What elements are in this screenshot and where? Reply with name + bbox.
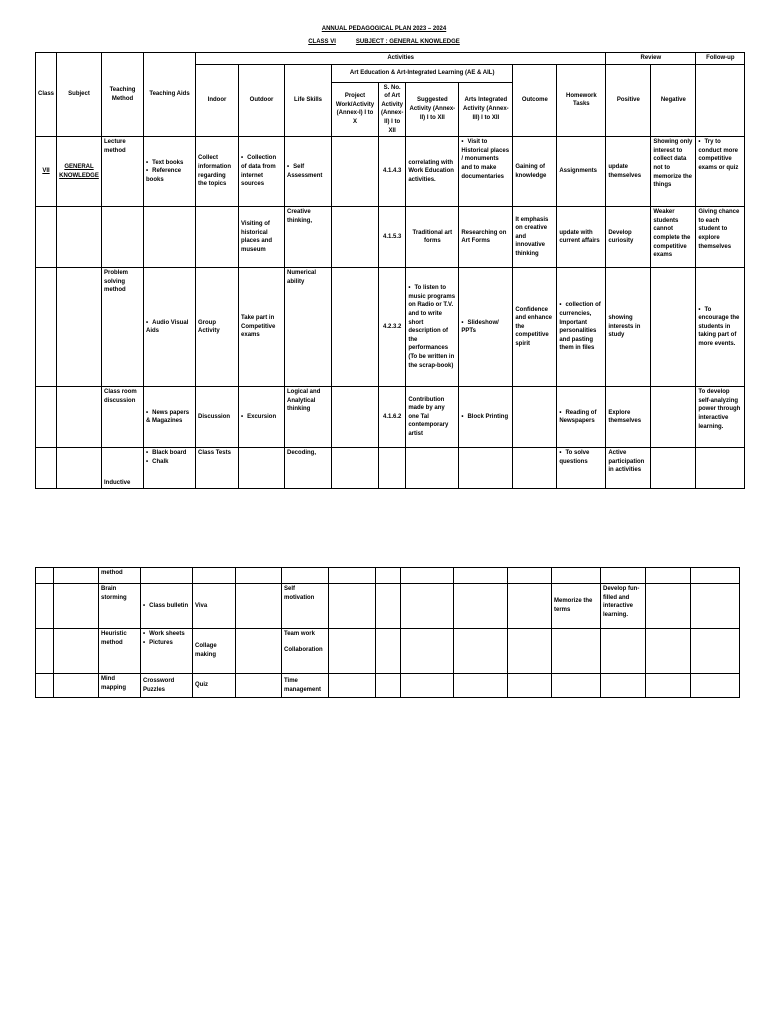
cell-aids — [144, 387, 196, 448]
homework-item: • collection of currencies, Important personalities and pasting them in files — [559, 301, 603, 353]
cell-sno — [379, 448, 406, 489]
cell-negative — [651, 387, 696, 448]
aid-item: • Audio Visual Aids — [146, 319, 193, 336]
cell-class: VII — [36, 137, 57, 207]
cell-outcome: It emphasis on creative and innovative thinking — [513, 207, 557, 268]
cell-followup: To develop self-analyzing power through interactive learning. — [696, 387, 745, 448]
cell-sno: 4.1.4.3 — [379, 137, 406, 207]
cell-project — [332, 137, 379, 207]
table-row — [36, 568, 740, 584]
header-outcome: Outcome — [513, 64, 557, 137]
cell-outdoor — [239, 387, 285, 448]
cell-homework: update with current affairs — [557, 207, 606, 268]
cell-suggested: Traditional art forms — [406, 207, 459, 268]
cell-method: Mind mapping — [99, 674, 141, 698]
cell-class — [36, 268, 57, 387]
cell-positive: Develop curiosity — [606, 207, 651, 268]
header-life-skills: Life Skills — [285, 64, 332, 137]
header-teaching-aids: Teaching Aids — [144, 53, 196, 137]
cell-negative: Showing only interest to collect data not to memorize the things — [651, 137, 696, 207]
cell-class — [36, 207, 57, 268]
table-row — [36, 268, 745, 387]
cell-outdoor: Take part in Competitive exams — [239, 268, 285, 387]
header-negative: Negative — [651, 64, 696, 137]
header-teaching-method: Teaching Method — [102, 53, 144, 137]
cell-negative: Weaker students cannot complete the competitive exams — [651, 207, 696, 268]
cell-subject — [57, 268, 102, 387]
table-row — [36, 137, 745, 207]
cell-class — [36, 387, 57, 448]
cell-arts: Researching on Art Forms — [459, 207, 513, 268]
header-followup: Follow-up — [696, 53, 745, 65]
cell-life-skills: Numerical ability — [285, 268, 332, 387]
cell-aids — [144, 137, 196, 207]
cell-class — [36, 448, 57, 489]
table-row — [36, 629, 740, 674]
subject-label: SUBJECT : GENERAL KNOWLEDGE — [355, 39, 460, 45]
header-followup-blank — [696, 64, 745, 137]
cell-outcome: Gaining of knowledge — [513, 137, 557, 207]
aid-item: • Black board — [146, 449, 193, 458]
cell-followup — [696, 268, 745, 387]
cell-life-skills: Creative thinking, — [285, 207, 332, 268]
page-title: ANNUAL PEDAGOGICAL PLAN 2023 – 2024 — [321, 26, 447, 32]
cell-method: Problem solving method — [102, 268, 144, 387]
cell-subject — [57, 387, 102, 448]
cell-project — [332, 448, 379, 489]
cell-aids: Crossword Puzzles — [141, 674, 193, 698]
life-skill-item: • Self Assessment — [287, 163, 329, 180]
cell-indoor: Discussion — [196, 387, 239, 448]
header-outdoor: Outdoor — [239, 64, 285, 137]
plan-table-page1 — [35, 52, 745, 489]
cell-outdoor — [239, 448, 285, 489]
cell-indoor: Collage making — [193, 629, 236, 674]
cell-aids — [141, 629, 193, 674]
cell-method: Lecture method — [102, 137, 144, 207]
cell-aids — [144, 207, 196, 268]
cell-suggested — [406, 268, 459, 387]
header-project: Project Work/Activity (Annex-I) I to X — [332, 82, 379, 137]
cell-arts — [459, 387, 513, 448]
cell-followup: Giving chance to each student to explore themselves — [696, 207, 745, 268]
table-row — [36, 674, 740, 698]
cell-homework — [557, 387, 606, 448]
cell-method: Heuristic method — [99, 629, 141, 674]
cell-negative — [651, 448, 696, 489]
header-indoor: Indoor — [196, 64, 239, 137]
life-skill-item: Team work — [284, 631, 315, 637]
aid-item: • Reference books — [146, 167, 193, 184]
cell-followup — [696, 137, 745, 207]
table-row — [36, 584, 740, 629]
cell-project — [332, 207, 379, 268]
followup-item: • Try to conduct more competitive exams or quiz — [698, 138, 742, 172]
cell-suggested: Contribution made by any one Tal contemporary artist — [406, 387, 459, 448]
cell-life-skills — [282, 629, 329, 674]
cell-sno: 4.2.3.2 — [379, 268, 406, 387]
cell-indoor: Group Activity — [196, 268, 239, 387]
life-skill-item: Collaboration — [284, 646, 323, 653]
cell-aids — [141, 584, 193, 629]
cell-life-skills: Self motivation — [282, 584, 329, 629]
cell-suggested: correlating with Work Education activities. — [406, 137, 459, 207]
class-label: CLASS VI — [308, 39, 336, 45]
cell-arts — [459, 137, 513, 207]
header-sno: S. No. of Art Activity (Annex-II) I to XII — [379, 82, 406, 137]
header-class: Class — [36, 53, 57, 137]
cell-arts — [459, 448, 513, 489]
cell-homework: Memorize the terms — [552, 584, 601, 629]
cell-indoor: Collect information regarding the topics — [196, 137, 239, 207]
cell-positive: showing interests in study — [606, 268, 651, 387]
cell-life-skills: Decoding, — [285, 448, 332, 489]
header-homework: Homework Tasks — [557, 64, 606, 137]
cell-followup — [696, 448, 745, 489]
cell-outcome — [513, 448, 557, 489]
cell-sno: 4.1.5.3 — [379, 207, 406, 268]
followup-item: • To encourage the students in taking part of more events. — [698, 306, 742, 349]
cell-life-skills: Time management — [282, 674, 329, 698]
cell-project — [332, 387, 379, 448]
header-review: Review — [606, 53, 696, 65]
cell-subject: GENERAL KNOWLEDGE — [57, 137, 102, 207]
outdoor-item: • Collection of data from internet sources — [241, 154, 282, 188]
table-row — [36, 387, 745, 448]
cell-project — [332, 268, 379, 387]
cell-homework — [557, 268, 606, 387]
aid-item: • News papers & Magazines — [146, 409, 193, 426]
aid-item: • Text books — [146, 159, 193, 168]
cell-subject — [57, 448, 102, 489]
cell-indoor — [196, 207, 239, 268]
cell-outcome — [513, 387, 557, 448]
cell-method: Class room discussion — [102, 387, 144, 448]
homework-item: • Reading of Newspapers — [559, 409, 603, 426]
table-row — [36, 207, 745, 268]
cell-sno: 4.1.6.2 — [379, 387, 406, 448]
cell-aids — [144, 448, 196, 489]
aid-item: • Pictures — [143, 639, 190, 648]
header-row-1 — [36, 53, 745, 65]
cell-positive: Explore themselves — [606, 387, 651, 448]
outdoor-item: • Excursion — [241, 413, 282, 422]
cell-suggested — [406, 448, 459, 489]
cell-homework: Assignments — [557, 137, 606, 207]
header-arts-integrated: Arts Integrated Activity (Annex-III) I to XII — [459, 82, 513, 137]
arts-item: • Visit to Historical places / monuments and to make documentaries — [461, 138, 510, 181]
cell-indoor: Class Tests — [196, 448, 239, 489]
cell-arts — [459, 268, 513, 387]
cell-negative — [651, 268, 696, 387]
cell-method: Inductive — [102, 448, 144, 489]
cell-method — [102, 207, 144, 268]
cell-life-skills: Logical and Analytical thinking — [285, 387, 332, 448]
cell-subject — [57, 207, 102, 268]
cell-positive: Develop fun-filled and interactive learning. — [601, 584, 646, 629]
homework-item: • To solve questions — [559, 449, 603, 466]
aid-item: • Chalk — [146, 458, 193, 467]
header-positive: Positive — [606, 64, 651, 137]
cell-life-skills — [285, 137, 332, 207]
cell-method: method — [99, 568, 141, 584]
suggested-item: • To listen to music programs on Radio or T.V. and to write short description of the performances (To be written in the scrap-book) — [408, 284, 456, 370]
table-row — [36, 448, 745, 489]
arts-item: • Slideshow/ PPTs — [461, 319, 510, 336]
header-suggested: Suggested Activity (Annex-II) I to XII — [406, 82, 459, 137]
plan-table-page2 — [35, 567, 740, 698]
cell-positive: update themselves — [606, 137, 651, 207]
cell-indoor: Quiz — [193, 674, 236, 698]
header-subject: Subject — [57, 53, 102, 137]
class-subject-line — [0, 39, 768, 45]
cell-positive: Active participation in activities — [606, 448, 651, 489]
header-aeail: Art Education & Art-Integrated Learning (AE & AIL) — [332, 64, 513, 82]
aid-item: • Class bulletin — [143, 602, 190, 611]
cell-indoor: Viva — [193, 584, 236, 629]
cell-outcome: Confidence and enhance the competitive spirit — [513, 268, 557, 387]
arts-item: • Block Printing — [461, 413, 510, 422]
cell-aids — [144, 268, 196, 387]
aid-item: • Work sheets — [143, 630, 190, 639]
cell-outdoor: Visiting of historical places and museum — [239, 207, 285, 268]
header-activities: Activities — [196, 53, 606, 65]
cell-outdoor — [239, 137, 285, 207]
cell-homework — [557, 448, 606, 489]
cell-method: Brain storming — [99, 584, 141, 629]
